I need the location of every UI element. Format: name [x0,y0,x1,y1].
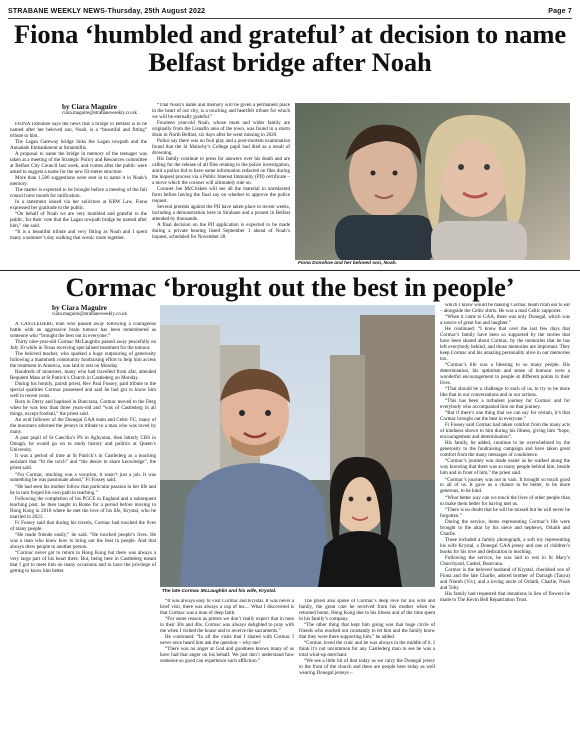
story2-col2 [160,599,294,732]
paragraph: “It is a beautiful tribute and very fitting as Noah and I spent many a summer’s day walking that scenic route together. [10,229,147,242]
story1-byline: by Ciara Maguire [62,103,117,111]
paragraph: “But if there’s one thing that we can say for certain, it’s that Cormac brought out the best in everyone.” [440,410,570,423]
fiona-and-noah-photo [295,103,570,260]
paragraph: “The other thing that kept him going was that huge circle of friends who reached out constantly to let him and the family know that they were there supporting him,” he added. [299,622,435,640]
paragraph: “He made friends easily,” he said. “He touched people’s lives. He was a man who knew how to bring out the best in people. And that always drew people to another person. [10,531,156,550]
paragraph: FIONA Donohoe says the news that a bridge in Belfast is to be named after her beloved son, Noah, is a “beautiful and fitting” tribute to him. [10,122,147,139]
paragraph: “Cormac loved the craic and he was always in the middle of it. I think it’s not uncommon for any Castlederg man to see he was a total wind-up merchant. [299,640,435,658]
paragraph: “For some reason as priests we don’t really expect that in men in their 30s and 40s. Cormac was always delighted to pray with me when I visited the house and to receive the sacraments.” [160,616,294,634]
masthead [8,7,572,19]
paragraph: “For Cormac, teaching was a vocation, it wasn’t just a job. It was something he was passionate about,” Fr Fossey said. [10,471,156,484]
story1-email[interactable]: ciara.maguire@strabaneweekly.co.uk [62,111,137,116]
paragraph: “Cormac’s journey was not in vain. It brought so much good to all of us. It gave us a chance to be better, to be more generous, to be kind. [440,476,570,495]
paragraph: During his homily, parish priest, Rev Paul Fossey, paid tribute to the special qualities Cormac possessed and said he had got to know him well in recent years. [10,381,156,400]
paragraph: An avid follower of the Donegal GAA team and Celtic FC, many of the mourners adorned the jerseys in tribute to a man who was loved by many. [10,417,156,436]
paragraph: “What better way can we touch the lives of other people than to make them better for having met us. [440,494,570,507]
paragraph: “This has been a turbulent journey for Cormac and for everybody who accompanied him on that journey. [440,398,570,411]
paragraph: Hundreds of mourners, many who had travelled from afar, attended Requiem Mass at St Patrick’s Church in Castlederg on Monday. [10,369,156,382]
story1-photo [295,103,570,260]
story1-col2 [152,103,290,268]
paragraph: “That Noah’s name and memory will be given a permanent place in the heart of our city, is a touching and heartfelt tribute for which we will be eternally grateful.” [152,103,290,120]
paragraph: A CASTLEDERG man who passed away following a courageous battle with an aggressive brain tumour has been remembered as someone who “brought the best out in everyone.” [10,322,156,339]
paragraph: Fr Fossey said Cormac had taken comfort from the many acts of kindness shown to him during his illness, giving him “hope, encouragement and determination”. [440,422,570,441]
story2-caption: The late Cormac McLaughlin and his wife, Krystal. [162,589,277,594]
paragraph: He continued: “I know that over the last few days that Cormac’s family have been so supported by the stories that have been shared about Cormac, by the memories that he has left everybody behind, and those memories are important. They keep Cormac and his amazing personality alive in our memories too. [440,326,570,362]
paragraph: “There is no doubt that he will be missed but he will never be forgotten.” [440,506,570,519]
paragraph: Police say there was no foul play and a post-mortem examination found that the St Malachy’s College pupil had died as a result of drowning. [152,138,290,156]
story2-photo [160,305,435,587]
paragraph: More than 1,500 suggestions were sent in to name it in Noah’s memory. [10,175,147,188]
paragraph: Following the completion of his PGCE in England and a subsequent teaching post, he then taught in Rome for a period before moving to Hong Kong in 2016 where he met the love of his life, Krystal, who he married in 2021. [10,495,156,520]
paragraph: It was a period of time at St Patrick’s in Castlederg as a teaching assistant that “lit the torch” and “the desire to share knowledge”, the priest said. [10,453,156,472]
cormac-and-krystal-photo [160,305,435,587]
paragraph: “He had seen his mother follow that particular passion in her life and he in turn forged his own path in teaching.” [10,483,156,496]
paragraph: “Cormac never got to return to Hong Kong but there was always a very large part of his heart there. But, being here in Castlederg meant that I got to meet him on many occasions and to have the privilege of getting to know him better. [10,549,156,574]
divider [0,270,580,271]
paragraph: “When it came to GAA, there was only Donegal, which was a source of great fun and laughter.” [440,314,570,327]
paragraph: Following the service, he was laid to rest in St Mary’s Churchyard, Cashel, Buncrana. [440,554,570,567]
story2-col3 [299,599,435,732]
paragraph: He continued: “In all the visits that I shared with Cormac I never once heard him ask the question – why me? [160,634,294,647]
paragraph: “On behalf of Noah we are very humbled and grateful to the public, for their vote that the Lagan towpath bridge be named after him,” she said. [10,211,147,230]
story2-col1 [10,322,156,732]
paragraph: The Lagan Gateway bridge links the Lagan towpath and the Annadale Embankment at Stranmillis. [10,139,147,151]
paragraph: which I know would be making Cormac beam from ear to ear – alongside the Celtic shirts. He was a mad Celtic supporter. [440,303,570,314]
story1-col1 [10,122,147,268]
story1-caption: Fiona Donohoe and her beloved son, Noah. [298,261,397,266]
paragraph: A final decision on the PII application is expected to be made during a private hearing listed September 1 ahead of Noah’s inquest, scheduled for November 28. [152,222,290,241]
paragraph: During the service, items representing Cormac’s life were brought to the altar by his niece and nephews, Orlaith and Charlie. [440,518,570,537]
paragraph: His family continue to press for answers over his death and are calling for the release of all files relating to the police investigation, amid a police bid to have some information redacted on files during the inquest process via a Public Interest Immunity (PII) certificate – a move which the coroner will ultimately rule on. [152,156,290,186]
paragraph: Fourteen year-old Noah, whose mum and wider family are originally from the Lisnafin area of the town, was found in a storm drain in North Belfast, six days after he went missing in 2020. [152,120,290,138]
page-number: Page 7 [548,8,572,15]
story2-byline: by Ciara Maguire [52,304,107,312]
paragraph: Several protests against the PII have taken place in recent weeks, including a demonstration here in Strabane and a protest in Belfast attended by thousands. [152,204,290,223]
paragraph: “That should be a challenge to each of us, to try to be more like that in our conversations and in our actions. [440,386,570,399]
paragraph: The priest also spoke of Cormac’s deep love for his wife and family, the great care he received from his mother when he returned home, Hong Kong due to his illness and of the time spent in his family’s company. [299,599,435,622]
paragraph: Cormac is the beloved husband of Krystal, cherished son of Fiona and the late Charlie, adored brother of Darragh (Tanya) and Niamh (Viv), and a loving uncle of Orlaith, Charlie, Noah and Toby. [440,566,570,591]
paragraph: “Cormac’s journey was made easier as he walked along the way knowing that there was so many people behind him, beside him and in front of him,” the priest said. [440,458,570,477]
story2-col4 [440,303,570,732]
paragraph: Fr Fossey said that during his travels, Cormac had touched the lives of many people. [10,519,156,532]
paragraph: A past pupil of St Caecilia’s PS in Aghyaran, then latterly CBS in Omagh, he would go on to study history and politics at Queen’s University. [10,435,156,454]
paragraph: The beloved teacher, who sparked a huge outpouring of generosity following a mammoth community fundraising effort to help him access the treatment in America, was laid to rest on Monday. [10,351,156,370]
paragraph: A proposal to name the bridge in memory of the teenager was taken at a meeting of the Strategic Policy and Resources committee at Belfast City Council last week, and comes after the public were asked to suggest a name for the new 83-metre structure. [10,151,147,175]
story2-email[interactable]: ciara.maguire@strabaneweekly.co.uk [52,312,127,317]
paragraph: “Cormac’s life was a blessing to so many people. His determination, his optimism and sense of humour were a wonderful encouragement to people at different points in their lives. [440,362,570,386]
paragraph: Born in Derry and baptised in Buncrana, Cormac moved to the Derg when he was less than three years-old and “was of Castlederg in all things, except football,” the priest said. [10,399,156,418]
paragraph: “It was always easy to visit Cormac and Krystal. It was never a brief visit, there was always a cup of tea.... What I discovered is that Cormac was a man of deep faith. [160,599,294,616]
story2-headline: Cormac ‘brought out the best in people’ [65,272,515,302]
paragraph: These included a family photograph, a soft toy representing his wife Krystal, a Donegal GAA jersey and one of children’s books for his love and dedication to teaching. [440,536,570,555]
paragraph: His family had requested that donations in lieu of flowers be made to The Kevin Bell Repatriation Trust. [440,590,570,603]
paragraph: The matter is expected to be brought before a meeting of the full council next month for ratification. [10,187,147,200]
story1-headline: Fiona ‘humbled and grateful’ at decision to name Belfast bridge after Noah [14,19,566,77]
paragraph: Thirty nine-year-old Cormac McLaughlin passed away peacefully on July 30 while in Texas receiving specialised treatment for the tumour. [10,339,156,351]
paragraph: In a statement issued via her solicitors at KRW Law, Fiona expressed her gratitude to the public. [10,199,147,212]
paragraph: Coroner Joe McCrisken will see all the material in unredacted form before having the final say on whether to approve the police request. [152,186,290,204]
paragraph: “There was no anger at God and goodness knows many of us have had that anger on his behalf. We just don’t understand how someone so good can experience such affliction.” [160,646,294,665]
paragraph: His family, he added, continue to be overwhelmed by the generosity to the fundraising campaign and have taken great comfort from the many messages of condolence. [440,440,570,459]
masthead-title: STRABANE WEEKLY NEWS-Thursday, 25th August 2022 [8,8,206,15]
paragraph: “We see a little bit of that today as we carry the Donegal jersey to the front of the church and there are people here today as well wearing Donegal jerseys – [299,658,435,676]
